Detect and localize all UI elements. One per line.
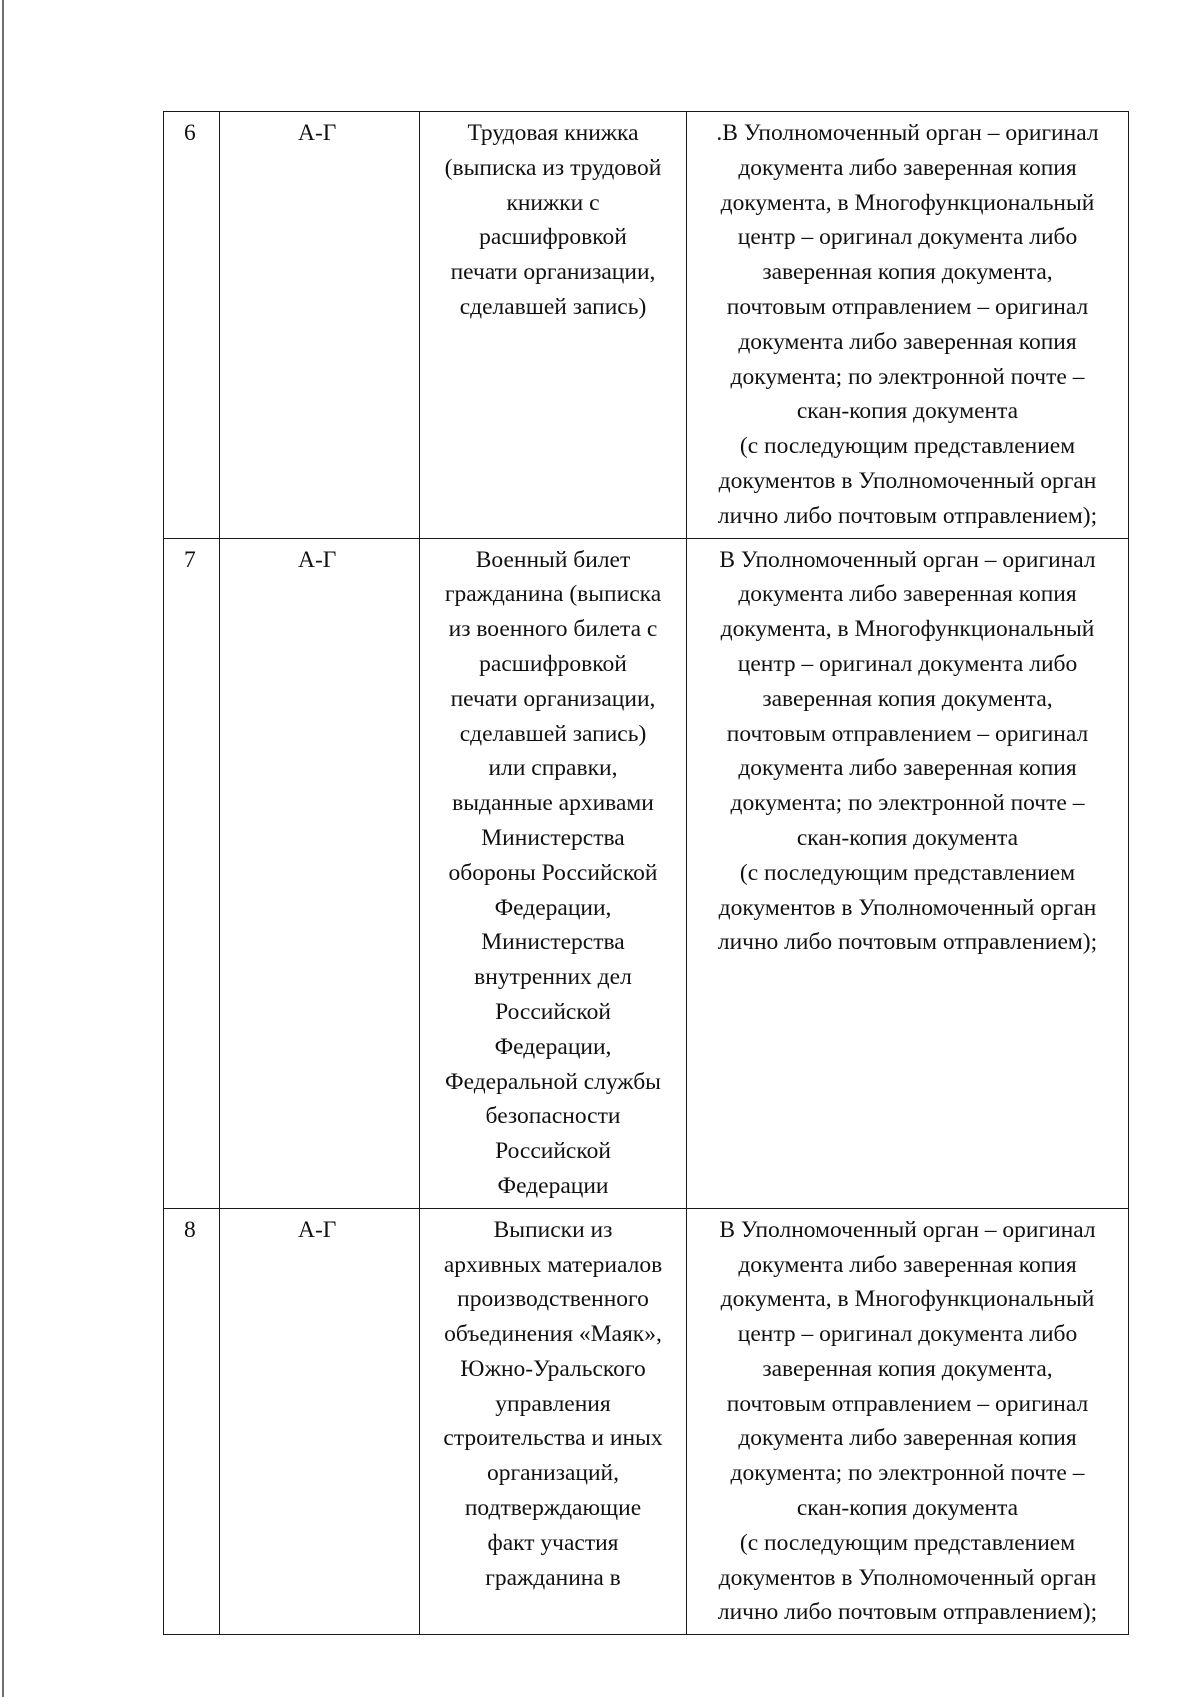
- submission-method-line: заверенная копия документа,: [762, 1355, 1053, 1382]
- document-name-line: или справки,: [488, 755, 618, 782]
- submission-method-line: почтовым отправлением – оригинал: [726, 1390, 1089, 1417]
- document-name-line: печати организации,: [450, 259, 656, 286]
- submission-method-line: документа либо заверенная копия: [738, 1251, 1077, 1278]
- submission-method-line: документа, в Многофункциональный: [720, 1286, 1095, 1313]
- category-cell: [220, 112, 420, 539]
- row-number: 8: [184, 1216, 196, 1243]
- document-name-line: архивных материалов: [443, 1251, 663, 1278]
- submission-method-cell: [687, 112, 1129, 539]
- submission-method-line: лично либо почтовым отправлением);: [717, 929, 1098, 956]
- document-name-line: объединения «Маяк»,: [444, 1321, 662, 1348]
- submission-method-cell: [687, 1208, 1129, 1635]
- document-name-line: (выписка из трудовой: [444, 154, 662, 181]
- submission-method-line: документа; по электронной почте –: [730, 790, 1085, 817]
- document-name-line: Министерства: [481, 929, 625, 956]
- submission-method-line: документа либо заверенная копия: [738, 154, 1077, 181]
- submission-method-line: центр – оригинал документа либо: [737, 1321, 1078, 1348]
- document-name-line: Российской: [495, 1138, 611, 1165]
- submission-method-line: документа либо заверенная копия: [738, 755, 1077, 782]
- document-name-line: Министерства: [481, 824, 625, 851]
- submission-method-line: скан-копия документа: [796, 398, 1019, 425]
- row-number-cell: [164, 538, 220, 1208]
- document-name-line: Трудовая книжка: [467, 120, 639, 146]
- submission-method-line: скан-копия документа: [796, 824, 1019, 851]
- submission-method-line: лично либо почтовым отправлением);: [717, 502, 1098, 529]
- submission-method-line: почтовым отправлением – оригинал: [726, 720, 1089, 747]
- submission-method-line: (с последующим представлением: [739, 1529, 1076, 1556]
- document-name-cell: [420, 112, 687, 539]
- submission-method-line: документа, в Многофункциональный: [720, 189, 1095, 216]
- category-label: А-Г: [298, 120, 337, 146]
- document-name-line: Российской: [495, 998, 611, 1025]
- document-name-line: строительства и иных: [443, 1425, 663, 1452]
- category-label: А-Г: [298, 1216, 337, 1243]
- submission-method-line: заверенная копия документа,: [762, 259, 1053, 286]
- document-name-line: гражданина в: [485, 1564, 621, 1591]
- document-name-cell: [420, 538, 687, 1208]
- submission-method-line: документов в Уполномоченный орган: [718, 1564, 1097, 1591]
- document-name-line: Федерации,: [494, 894, 612, 921]
- document-name-line: Военный билет: [475, 546, 631, 573]
- submission-method-line: (с последующим представлением: [739, 859, 1076, 886]
- document-name-line: внутренних дел: [474, 964, 632, 991]
- document-name-line: управления: [495, 1390, 611, 1417]
- submission-method-line: документа либо заверенная копия: [738, 581, 1077, 608]
- document-name-line: Федеральной службы: [445, 1068, 661, 1095]
- row-number-cell: [164, 112, 220, 539]
- submission-method-line: документа либо заверенная копия: [738, 1425, 1077, 1452]
- document-name-line: обороны Российской: [448, 859, 658, 886]
- submission-method-line: .В Уполномоченный орган – оригинал: [716, 120, 1099, 146]
- submission-method-line: В Уполномоченный орган – оригинал: [719, 546, 1096, 573]
- submission-method-line: заверенная копия документа,: [762, 685, 1053, 712]
- document-name-line: расшифровкой: [479, 224, 627, 251]
- document-name-line: выданные архивами: [452, 790, 654, 817]
- submission-method-line: почтовым отправлением – оригинал: [726, 293, 1089, 320]
- submission-method-line: скан-копия документа: [796, 1495, 1019, 1522]
- page-left-edge: [2, 0, 4, 1697]
- category-label: А-Г: [298, 546, 337, 573]
- document-name-line: печати организации,: [450, 685, 656, 712]
- submission-method-line: центр – оригинал документа либо: [737, 224, 1078, 251]
- document-name-line: из военного билета с: [448, 616, 658, 643]
- documents-table: [163, 111, 1129, 1635]
- document-name-line: факт участия: [487, 1529, 619, 1556]
- table-row: [164, 1208, 1129, 1635]
- document-name-line: производственного: [457, 1286, 649, 1313]
- submission-method-line: В Уполномоченный орган – оригинал: [719, 1216, 1096, 1243]
- document-name-line: сделавшей запись): [459, 720, 647, 747]
- submission-method-cell: [687, 538, 1129, 1208]
- document-name-line: сделавшей запись): [459, 293, 647, 320]
- document-name-line: Выписки из: [493, 1216, 613, 1243]
- submission-method-line: документа; по электронной почте –: [730, 1460, 1085, 1487]
- submission-method-line: документов в Уполномоченный орган: [718, 894, 1097, 921]
- submission-method-line: документа либо заверенная копия: [738, 328, 1077, 355]
- document-name-line: книжки с: [506, 189, 600, 216]
- category-cell: [220, 538, 420, 1208]
- document-name-line: гражданина (выписка: [444, 581, 662, 608]
- document-name-line: Федерации,: [494, 1033, 612, 1060]
- document-name-line: организаций,: [486, 1460, 620, 1487]
- row-number-cell: [164, 1208, 220, 1635]
- submission-method-line: (с последующим представлением: [739, 433, 1076, 460]
- document-name-line: Южно-Уральского: [460, 1355, 646, 1382]
- table-row: [164, 112, 1129, 539]
- row-number: 6: [184, 120, 196, 146]
- table-row: [164, 538, 1129, 1208]
- document-name-line: Федерации: [497, 1172, 609, 1199]
- document-name-line: расшифровкой: [479, 650, 627, 677]
- category-cell: [220, 1208, 420, 1635]
- submission-method-line: центр – оригинал документа либо: [737, 650, 1078, 677]
- document-name-line: подтверждающие: [464, 1495, 642, 1522]
- submission-method-line: лично либо почтовым отправлением);: [717, 1599, 1098, 1626]
- submission-method-line: документа; по электронной почте –: [730, 363, 1085, 390]
- document-name-cell: [420, 1208, 687, 1635]
- submission-method-line: документов в Уполномоченный орган: [718, 467, 1097, 494]
- row-number: 7: [184, 546, 196, 573]
- document-name-line: безопасности: [485, 1103, 621, 1130]
- submission-method-line: документа, в Многофункциональный: [720, 616, 1095, 643]
- documents-table-body: [164, 112, 1129, 1635]
